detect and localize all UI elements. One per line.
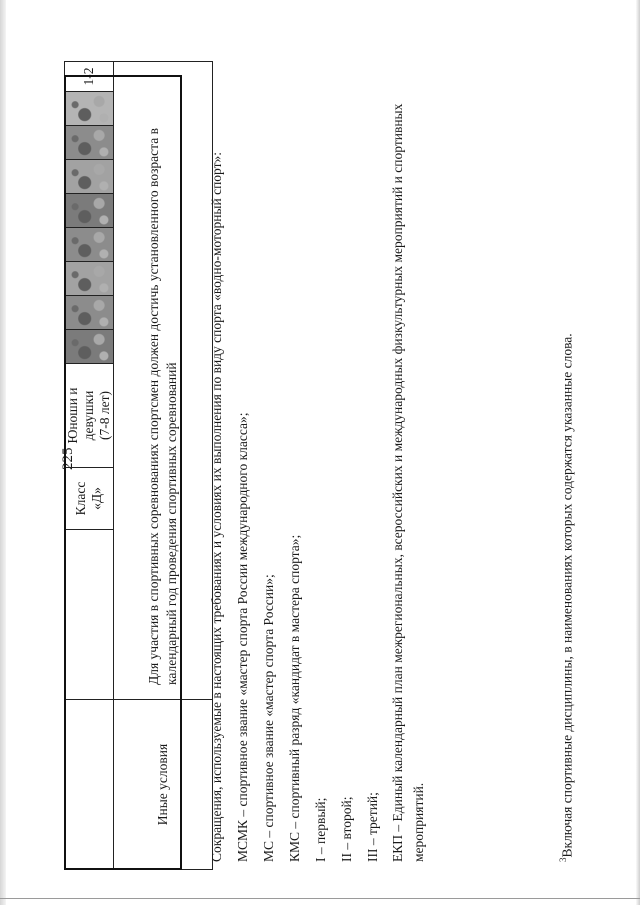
abbreviation-item: I – первый; — [312, 797, 328, 862]
class-value: «Д» — [89, 487, 104, 510]
scan-artifact-cell — [65, 330, 114, 364]
abbreviation-item: МСМК – спортивное звание «мастер спорта России международного класса»; — [234, 412, 250, 862]
scan-bottom-line — [0, 898, 640, 899]
age-group-header-cell — [65, 364, 114, 468]
range-cell: 1-2 — [65, 62, 114, 92]
footnote — [558, 82, 576, 862]
scan-artifact-cell — [65, 262, 114, 296]
scan-artifact-cell — [65, 92, 114, 126]
abbreviation-item: III – третий; — [364, 792, 380, 862]
scan-artifact-cell — [65, 296, 114, 330]
scan-artifact-cell — [65, 160, 114, 194]
abbreviations-section — [207, 82, 435, 862]
table-header-empty-cell — [65, 700, 114, 870]
footnote-marker: 3 — [558, 857, 568, 862]
class-label: Класс — [73, 481, 88, 516]
class-header-cell — [65, 468, 114, 530]
abbreviation-item: МС – спортивное звание «мастер спорта России»; — [260, 574, 276, 862]
page-number: 225 — [60, 447, 76, 470]
age-group-range: (7-8 лет) — [97, 391, 112, 440]
abbreviation-item: ЕКП – Единый календарный план межрегиональных, всероссийских и международных физкультурных мероприятий и спортивных мероприятий. — [390, 103, 427, 862]
scan-artifact-cell — [65, 228, 114, 262]
scan-artifact-cell — [65, 194, 114, 228]
other-conditions-label: Иные условия — [114, 700, 213, 870]
abbreviation-item: КМС – спортивный разряд «кандидат в мастера спорта»; — [286, 534, 302, 862]
table-header-row — [65, 62, 114, 870]
other-conditions-row — [114, 62, 213, 870]
other-conditions-text: Для участия в спортивных соревнованиях спортсмен должен достичь установленного возраста в календарный год проведения спортивных соревнований — [114, 62, 213, 700]
abbreviation-item: II – второй; — [338, 796, 354, 862]
abbreviations-intro: Сокращения, используемые в настоящих требованиях и условиях их выполнения по виду спорта «водно-моторный спорт»: — [209, 151, 224, 862]
rotated-document-sheet — [52, 67, 592, 870]
table-header-empty-cell — [65, 530, 114, 700]
scan-left-edge — [0, 0, 6, 905]
qualification-table — [64, 61, 213, 870]
age-group-label: Юноши и девушки — [65, 387, 96, 444]
footnote-text: Включая спортивные дисциплины, в наименованиях которых содержатся указанные слова. — [559, 333, 575, 858]
scan-right-edge — [636, 0, 640, 905]
scan-artifact-cell — [65, 126, 114, 160]
